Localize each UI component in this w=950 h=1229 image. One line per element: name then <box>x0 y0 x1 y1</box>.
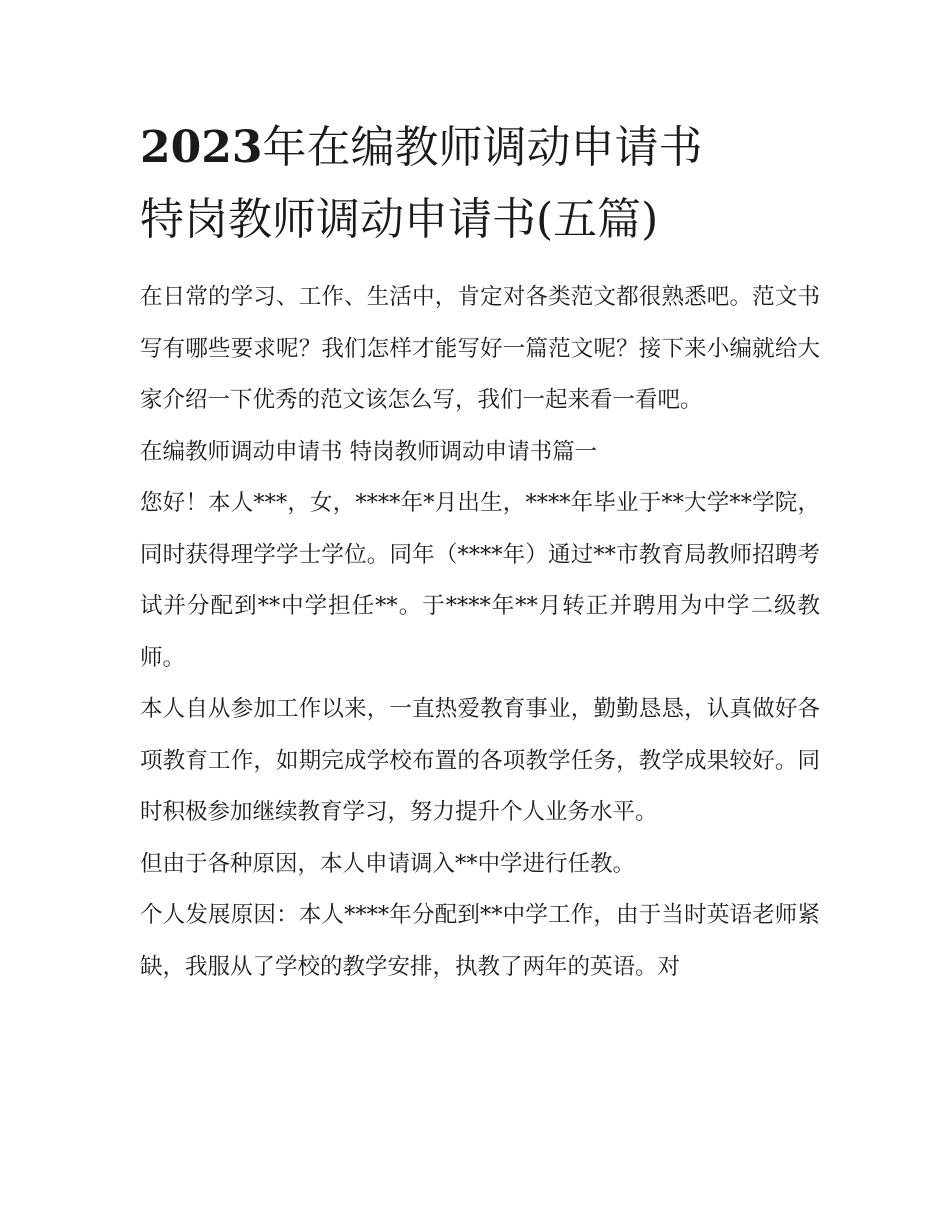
paragraph-request: 但由于各种原因，本人申请调入**中学进行任教。 <box>140 850 636 877</box>
title-line-1 <box>140 118 820 178</box>
title-line-2: 特岗教师调动申请书(五篇) <box>140 194 659 245</box>
section-heading: 在编教师调动申请书 特岗教师调动申请书篇一 <box>140 438 598 465</box>
paragraph-personal-info: 您好！本人***，女，****年*月出生，****年毕业于**大学**学院，同时获得理学学士学位。同年（****年）通过**市教育局教师招聘考试并分配到**中学担任**。于****年**月转正并聘用为中学二级教师。 <box>140 490 820 671</box>
paragraph-intro: 在日常的学习、工作、生活中，肯定对各类范文都很熟悉吧。范文书写有哪些要求呢？我们怎样才能写好一篇范文呢？接下来小编就给大家介绍一下优秀的范文该怎么写，我们一起来看一看吧。 <box>140 284 820 413</box>
title-year: 2023 <box>140 122 263 173</box>
document-content <box>140 118 820 993</box>
document-body <box>140 272 820 993</box>
paragraph-reason: 个人发展原因：本人****年分配到**中学工作，由于当时英语老师紧缺，我服从了学校的教学安排，执教了两年的英语。对 <box>140 902 820 980</box>
title-line-1-text: 年在编教师调动申请书 <box>262 122 703 173</box>
paragraph-work-record: 本人自从参加工作以来，一直热爱教育事业，勤勤恳恳，认真做好各项教育工作，如期完成学校布置的各项教学任务，教学成果较好。同时积极参加继续教育学习，努力提升个人业务水平。 <box>140 696 820 825</box>
document-title <box>140 118 820 250</box>
